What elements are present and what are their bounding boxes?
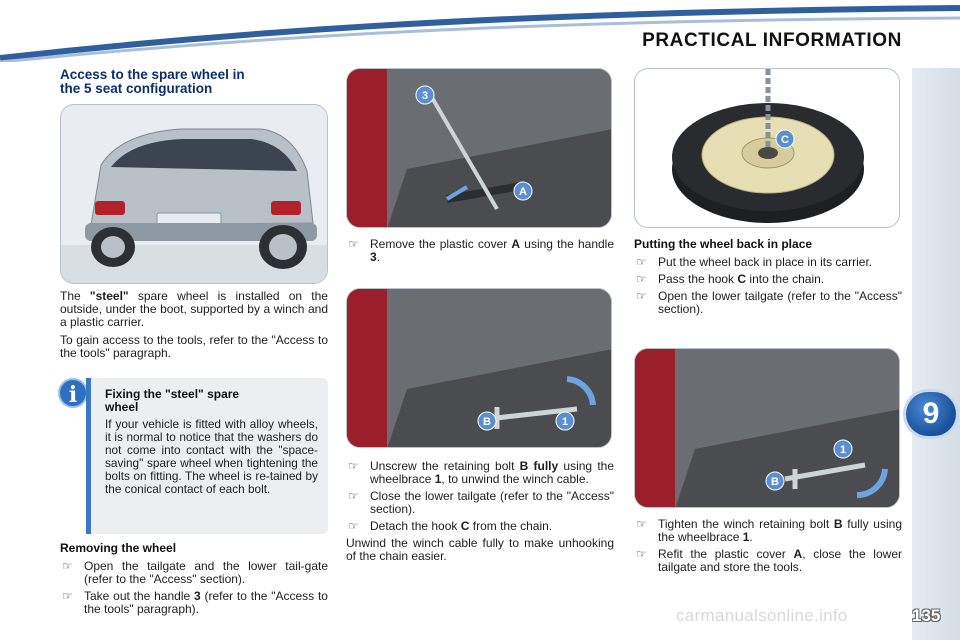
list-item: ☞ Pass the hook C into the chain. <box>636 272 825 286</box>
list-item: ☞ Tighten the winch retaining bolt B fully using the wheelbrace 1. <box>636 517 902 544</box>
step-remove-cover <box>346 238 614 268</box>
info-box-title: Fixing the "steel" spare wheel <box>105 387 240 414</box>
intro-paragraph-2: To gain access to the tools, refer to the "Access to the tools" paragraph. <box>60 333 328 360</box>
spare-wheel-image <box>634 68 900 228</box>
svg-text:B: B <box>771 476 779 488</box>
list-item: ☞ Refit the plastic cover A, close the lower tailgate and store the tools. <box>636 547 902 574</box>
removing-title: Removing the wheel <box>60 541 177 555</box>
putting-back-title: Putting the wheel back in place <box>634 237 813 251</box>
column-1-heading <box>60 68 326 96</box>
car-rear-image <box>60 104 328 284</box>
list-item: ☞ Open the tailgate and the lower tail-gate (refer to the "Access" section). <box>62 559 328 586</box>
list-item: ☞ Put the wheel back in place in its carrier. <box>636 255 873 269</box>
svg-text:A: A <box>519 186 527 198</box>
page-number: 135 <box>912 606 941 625</box>
svg-text:C: C <box>781 134 789 146</box>
info-box <box>86 378 328 534</box>
section-title: Access to the spare wheel in the 5 seat configuration <box>60 67 245 96</box>
removing-steps <box>60 560 328 616</box>
list-item: ☞ Take out the handle 3 (refer to the "Access to the tools" paragraph). <box>62 589 328 616</box>
boot-image-cover-removal <box>346 68 612 228</box>
side-tab-strip <box>912 68 960 640</box>
boot-image-unscrew <box>346 288 612 448</box>
list-item: ☞ Detach the hook C from the chain. <box>348 519 553 533</box>
info-box-body: If your vehicle is fitted with alloy wheels, it is normal to notice that the washers do not come into contact with the "space-saving" spare wheel when tightening the bolts on fitting. The wheel is re-tained by the conical contact of each bolt. <box>105 417 318 496</box>
list-item: ☞ Close the lower tailgate (refer to the "Access" section). <box>348 489 614 516</box>
page-title: PRACTICAL INFORMATION <box>642 30 902 51</box>
intro-paragraph: The "steel" spare wheel is installed on the outside, under the boot, supported by a winch and a plastic carrier. <box>60 289 328 329</box>
list-item: ☞ Open the lower tailgate (refer to the "Access" section). <box>636 289 902 316</box>
column-1-intro <box>60 290 328 365</box>
watermark: carmanualsonline.info <box>676 606 848 625</box>
chapter-badge[interactable]: 9 <box>906 392 956 436</box>
tighten-steps <box>634 518 902 578</box>
svg-text:1: 1 <box>561 416 569 428</box>
svg-text:B: B <box>483 416 491 428</box>
info-icon: i <box>58 378 88 408</box>
unwind-steps <box>346 460 614 568</box>
list-item: ☞ Unscrew the retaining bolt B fully using the wheelbrace 1, to unwind the winch cable. <box>348 459 614 486</box>
list-item: ☞ Remove the plastic cover A using the handle 3. <box>348 237 615 264</box>
svg-text:1: 1 <box>839 444 847 456</box>
svg-text:3: 3 <box>421 90 429 102</box>
boot-image-tighten <box>634 348 900 508</box>
removing-section <box>60 542 328 620</box>
putting-back-section <box>634 238 902 320</box>
unwind-note: Unwind the winch cable fully to make unhooking of the chain easier. <box>346 536 614 563</box>
